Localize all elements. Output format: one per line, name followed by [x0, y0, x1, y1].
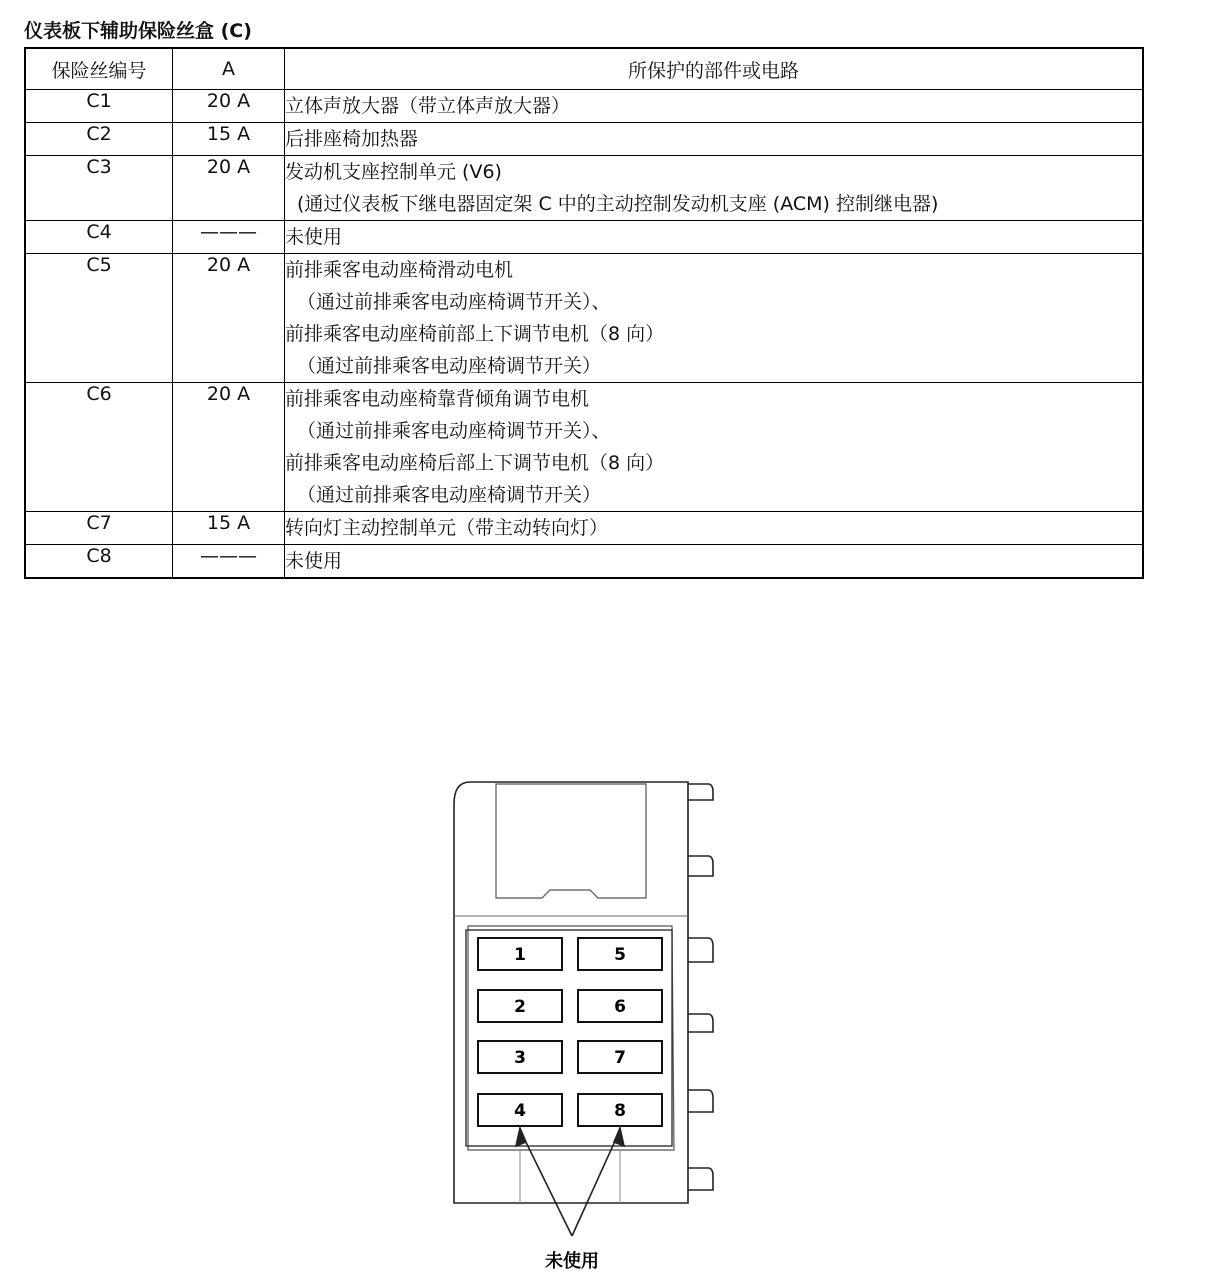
table-row: [25, 254, 1143, 383]
circuit-line: 未使用: [285, 226, 343, 248]
fuse-table: [24, 47, 1144, 579]
unused-arrows: [516, 1128, 624, 1236]
fuse-slot-8: [578, 1094, 662, 1126]
fuse-slot-2: [478, 990, 562, 1022]
fuse-slot-label: 1: [514, 945, 526, 965]
table-row: [25, 123, 1143, 156]
circuit-line: 前排乘客电动座椅前部上下调节电机（8 向）: [285, 323, 665, 345]
fuse-slot-label: 7: [614, 1048, 626, 1068]
fuse-number-cell: C1: [25, 90, 173, 123]
fuse-slot-label: 6: [614, 997, 626, 1017]
amperage-cell: 20 A: [173, 156, 285, 221]
table-row: [25, 545, 1143, 579]
protected-circuit-cell: [285, 545, 1144, 579]
circuit-line: 前排乘客电动座椅后部上下调节电机（8 向）: [285, 452, 665, 474]
amperage-cell: 20 A: [173, 90, 285, 123]
circuit-line: 转向灯主动控制单元（带主动转向灯）: [285, 517, 609, 539]
header-amperage: A: [173, 48, 285, 90]
protected-circuit-cell: [285, 512, 1144, 545]
protected-circuit-cell: [285, 90, 1144, 123]
top-connector: [496, 784, 646, 898]
fuse-table-body: [25, 90, 1143, 579]
circuit-line: （通过前排乘客电动座椅调节开关）: [297, 484, 602, 506]
protected-circuit-cell: [285, 254, 1144, 383]
amperage-cell: ———: [173, 545, 285, 579]
protected-circuit-cell: [285, 383, 1144, 512]
protected-circuit-cell: [285, 156, 1144, 221]
fuse-slot-3: [478, 1041, 562, 1073]
fuse-slot-4: [478, 1094, 562, 1126]
fuse-slot-label: 3: [514, 1048, 526, 1068]
arrowhead-8: [614, 1128, 624, 1146]
fuse-slot-label: 2: [514, 997, 526, 1017]
fuse-slot-6: [578, 990, 662, 1022]
fuse-slot-7: [578, 1041, 662, 1073]
fuse-number-cell: C8: [25, 545, 173, 579]
table-row: [25, 156, 1143, 221]
table-header-row: [25, 48, 1143, 90]
fuse-box-diagram: [420, 770, 740, 1275]
fuse-number-cell: C3: [25, 156, 173, 221]
fuse-number-cell: C5: [25, 254, 173, 383]
circuit-line: （通过前排乘客电动座椅调节开关）、: [297, 420, 611, 442]
header-fuse-number: 保险丝编号: [25, 48, 173, 90]
table-row: [25, 90, 1143, 123]
amperage-cell: 15 A: [173, 512, 285, 545]
table-row: [25, 221, 1143, 254]
protected-circuit-cell: [285, 123, 1144, 156]
circuit-line: 后排座椅加热器: [285, 128, 419, 150]
unused-caption: 未使用: [545, 1251, 599, 1272]
fuse-number-cell: C6: [25, 383, 173, 512]
circuit-line: 发动机支座控制单元 (V6): [285, 161, 502, 183]
fuse-slot-5: [578, 938, 662, 970]
fuse-slot-label: 5: [614, 945, 626, 965]
circuit-line: 前排乘客电动座椅靠背倾角调节电机: [285, 388, 590, 410]
amperage-cell: 15 A: [173, 123, 285, 156]
circuit-line: （通过前排乘客电动座椅调节开关）、: [297, 291, 611, 313]
amperage-cell: ———: [173, 221, 285, 254]
amperage-cell: 20 A: [173, 383, 285, 512]
fuse-number-cell: C4: [25, 221, 173, 254]
circuit-line: 前排乘客电动座椅滑动电机: [285, 259, 514, 281]
table-row: [25, 383, 1143, 512]
table-row: [25, 512, 1143, 545]
fuse-number-cell: C2: [25, 123, 173, 156]
amperage-cell: 20 A: [173, 254, 285, 383]
fuse-slot-label: 4: [514, 1101, 526, 1121]
housing-clips: [688, 784, 713, 1190]
protected-circuit-cell: [285, 221, 1144, 254]
arrowhead-4: [516, 1128, 526, 1146]
header-protected-circuit: 所保护的部件或电路: [285, 48, 1144, 90]
fuse-number-cell: C7: [25, 512, 173, 545]
circuit-line: 立体声放大器（带立体声放大器）: [285, 95, 571, 117]
fuse-slot-label: 8: [614, 1101, 626, 1121]
circuit-line: (通过仪表板下继电器固定架 C 中的主动控制发动机支座 (ACM) 控制继电器): [297, 193, 939, 215]
circuit-line: （通过前排乘客电动座椅调节开关）: [297, 355, 602, 377]
page-title: 仪表板下辅助保险丝盒 (C): [24, 20, 252, 42]
circuit-line: 未使用: [285, 550, 343, 572]
fuse-slot-1: [478, 938, 562, 970]
